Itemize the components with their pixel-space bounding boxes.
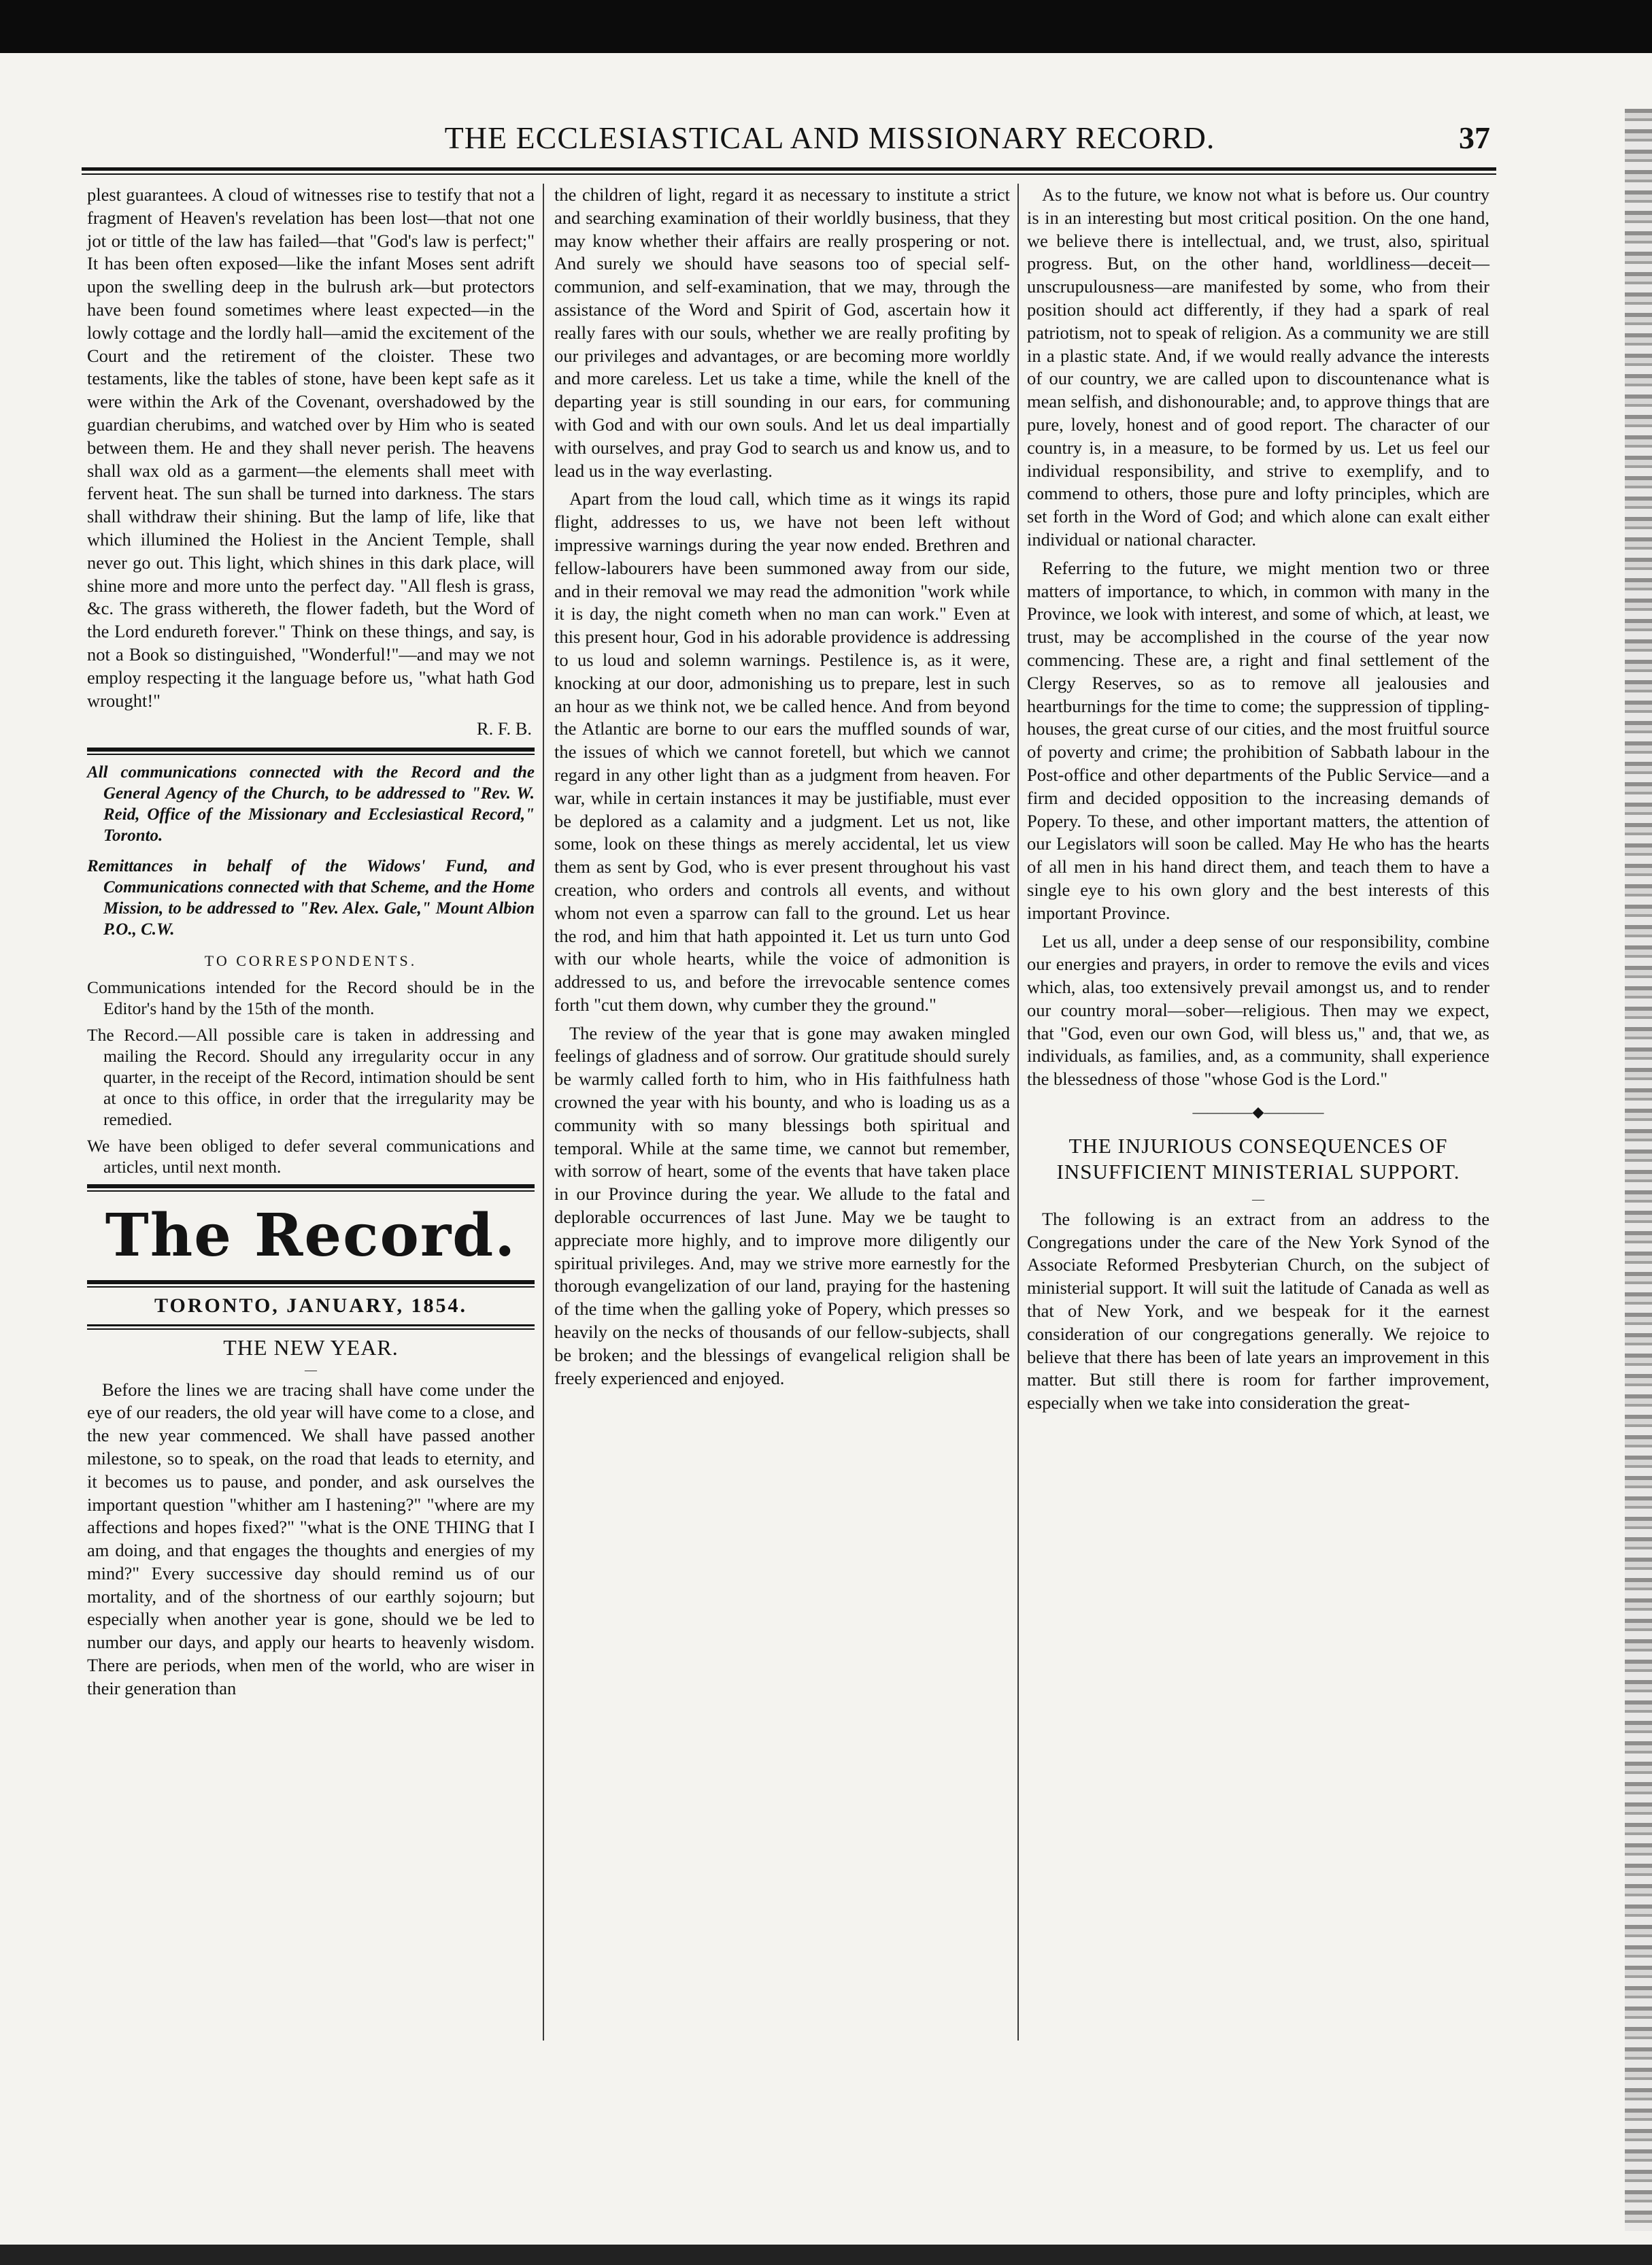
article-title: THE NEW YEAR. bbox=[223, 1335, 399, 1360]
article-title: THE INJURIOUS CONSEQUENCES OF INSUFFICIENT MINISTERIAL SUPPORT. bbox=[1056, 1133, 1460, 1184]
body-paragraph: The review of the year that is gone may awaken mingled feelings of gladness and of sorrow. Our gratitude should surely be warmly called forth to him, who in His faithfulness hath crowned the year with his bounty, and who is loading us as a community with so many blessings both spiritual and temporal. While at the same time, we cannot but remember, with sorrow of heart, some of the events that have taken place in our Province during the year. We allude to the fatal and deplorable occurrences of last June. May we be taught to appreciate more highly, and to improve more diligently our spiritual privileges. And, may we strive more earnestly for the thorough evangelization of our land, praying for the hastening of the time when the galling yoke of Popery, which presses so heavily on the necks of thousands of our fellow-subjects, shall be broken; and the blessings of evangelical religion shall be freely experienced and enjoyed. bbox=[554, 1022, 1010, 1388]
dateline-rule bbox=[87, 1324, 535, 1330]
header-rule bbox=[82, 167, 1496, 175]
notice-communications: All communications connected with the Record and the General Agency of the Church, to be addressed to "Rev. W. Reid, Office of the Missionary and Ecclesiastical Record," Toronto. bbox=[87, 763, 535, 845]
masthead-rule-bottom bbox=[87, 1280, 535, 1288]
body-paragraph: The following is an extract from an address to the Congregations under the care of the New York Synod of the Associate Reformed Presbyterian Church, on the subject of ministerial support. It will suit the latitude of Canada as well as that of New York, and we bespeak for it the earnest consideration of our congregations generally. We rejoice to believe that there has been of late years an improvement in this matter. But still there is room for farther improvement, especially when we take into consideration the great- bbox=[1027, 1208, 1489, 1413]
dateline: TORONTO, JANUARY, 1854. bbox=[154, 1294, 467, 1317]
correspondents-note: The Record.—All possible care is taken in addressing and mailing the Record. Should any irregularity occur in any quarter, in the receipt of the Record, intimation should be sent at once to this office, in order that the irregularity may be remedied. bbox=[87, 1024, 535, 1129]
correspondents-note: We have been obliged to defer several communications and articles, until next month. bbox=[87, 1135, 535, 1177]
running-title: THE ECCLESIASTICAL AND MISSIONARY RECORD. bbox=[444, 120, 1215, 155]
body-paragraph: As to the future, we know not what is before us. Our country is in an interesting but most critical position. On the one hand, we believe there is intellectual, and, we trust, also, spiritual progress. But, on the other hand, worldliness—deceit—unscrupulousness—are manifested by some, who from their position should act differently, if they had a spark of real patriotism, not to speak of religion. As a community we are still in a plastic state. And, if we would really advance the interests of our country, we are called upon to discountenance what is mean selfish, and dishonourable; and, to approve things that are pure, lovely, honest and of good report. The character of our country is, in a measure, to be formed by us. Let us feel our individual responsibility, and strive to exemplify, and to commend to others, those pure and lofty principles, which are set forth in the Word of God; and which alone can exalt either individual or national character. bbox=[1027, 184, 1489, 550]
column-3 bbox=[1027, 184, 1489, 1420]
scan-bottom-border bbox=[0, 2245, 1652, 2265]
column-1 bbox=[87, 184, 535, 1706]
signature: R. F. B. bbox=[476, 718, 532, 739]
scan-right-edge bbox=[1625, 109, 1652, 2231]
title-dash: — bbox=[1252, 1192, 1264, 1206]
correspondents-heading: TO CORRESPONDENTS. bbox=[204, 952, 418, 970]
masthead: The Record. bbox=[105, 1201, 517, 1270]
column-divider-2 bbox=[1017, 184, 1019, 2041]
body-paragraph: Referring to the future, we might mention two or three matters of importance, to which, in common with many in the Province, we look with interest, and some of which, at least, we trust, may be accomplished in the course of the year now commencing. These are, a right and final settlement of the Clergy Reserves, so as to remove all jealousies and heartburnings for the time to come; the suppression of tippling-houses, the great curse of our cities, and the most fruitful source of poverty and crime; the prohibition of Sabbath labour in the Post-office and other departments of the Public Service—and a firm and decided opposition to the increasing demands of Popery. To these, and other important matters, the attention of our Legislators will soon be called. May He who has the hearts of all men in his hand direct them, and teach them to have a single eye to his own glory and the best interests of this important Province. bbox=[1027, 557, 1489, 923]
column-divider-1 bbox=[543, 184, 544, 2041]
masthead-rule-top bbox=[87, 1184, 535, 1192]
ornament-divider: ————◆———— bbox=[1192, 1103, 1324, 1121]
notice-remittances: Remittances in behalf of the Widows' Fund, and Communications connected with that Scheme, and the Home Mission, to be addressed to "Rev. Alex. Gale," Mount Albion P.O., C.W. bbox=[87, 857, 535, 939]
body-paragraph: Let us all, under a deep sense of our responsibility, combine our energies and prayers, in order to remove the evils and vices which, alas, too extensively prevail amongst us, and to render our country moral—sober—religious. Then may we expect, that "God, even our own God, will bless us," and, that we, as individuals, as families, and, as a community, shall experience the blessedness of those "whose God is the Lord." bbox=[1027, 930, 1489, 1090]
column-2 bbox=[554, 184, 1010, 1395]
page-number: 37 bbox=[1459, 120, 1490, 155]
body-paragraph: Before the lines we are tracing shall have come under the eye of our readers, the old year will have come to a close, and the new year commenced. We shall have passed another milestone, so to speak, on the road that leads to eternity, and it becomes us to pause, and ponder, and ask ourselves the important question "whither am I hastening?" "where are my affections and hopes fixed?" "what is the ONE THING that I am doing, and that engages the thoughts and energies of my mind?" Every successive day should remind us of our mortality, and of the shortness of our earthly sojourn; but especially when another year is gone, should we be led to number our days, and apply our hearts to heavenly wisdom. There are periods, when men of the world, who are wiser in their generation than bbox=[87, 1379, 535, 1698]
body-paragraph: the children of light, regard it as necessary to institute a strict and searching examination of their worldly business, that they may know whether their affairs are really prospering or not. And surely we should have seasons too of special self-communion, and self-examination, that we may, through the assistance of the Word and Spirit of God, ascertain how it really fares with our souls, whether we are really profiting by our privileges and advantages, or are becoming more worldly and more careless. Let us take a time, while the knell of the departing year is still sounding in our ears, for communing with God and with our own souls. And let us deal impartially with ourselves, and pray God to search us and know us, and to lead us in the way everlasting. bbox=[554, 184, 1010, 481]
title-dash: — bbox=[305, 1362, 317, 1377]
correspondents-note: Communications intended for the Record should be in the Editor's hand by the 15th of the month. bbox=[87, 977, 535, 1018]
body-paragraph: Apart from the loud call, which time as it wings its rapid flight, addresses to us, we have not been left without impressive warnings during the year now ended. Brethren and fellow-labourers have been summoned away from our side, and in their removal we may read the admonition "work while it is day, the night cometh when no man can work." Even at this present hour, God in his adorable providence is addressing to us loud and solemn warnings. Pestilence is, as it were, knocking at our door, admonishing us to prepare, lest in such an hour as we think not, we be called hence. And from beyond the Atlantic are borne to our ears the muffled sounds of war, the issues of which we cannot foretell, but which we cannot regard in any other light than as a judgment from heaven. For war, while in certain instances it may be justifiable, must ever be deplored as a calamity and a judgment. Let us not, like some, look on these things as merely accidental, let us view them as sent by God, who is ever present throughout his vast creation, who orders and controls all events, and without whom not even a sparrow can fall to the ground. Let us hear the rod, and him that hath appointed it. Let us turn unto God with our whole hearts, while the voice of admonition is addressed to us, and before the irrevocable sentence comes forth "cut them down, why cumber they the ground." bbox=[554, 488, 1010, 1015]
scan-top-border bbox=[0, 0, 1652, 53]
section-rule bbox=[87, 748, 535, 755]
body-paragraph: plest guarantees. A cloud of witnesses rise to testify that not a fragment of Heaven's revelation has been lost—that not one jot or tittle of the law has failed—that "God's law is perfect;" It has been often exposed—like the infant Moses sent adrift upon the swelling deep in the bulrush ark—but protectors have been found sometimes where least expected—in the lowly cottage and the lordly hall—amid the excitement of the Court and the retirement of the cloister. These two testaments, like the tables of stone, have been kept safe as it were within the Ark of the Covenant, overshadowed by the guardian cherubims, and watched over by Him who is seated between them. He and they shall never perish. The heavens shall wax old as a garment—the elements shall meet with fervent heat. The sun shall be turned into darkness. The stars shall withdraw their shining. But the lamp of life, like that which illumined the Holiest in the Ancient Temple, shall never go out. This light, which shines in this dark place, will shine more and more unto the perfect day. "All flesh is grass, &c. The grass withereth, the flower fadeth, but the Word of the Lord endureth forever." Think on these things, and say, is not a Book so distinguished, "Wonderful!"—and may we not employ respecting it the language before us, "what hath God wrought!" bbox=[87, 184, 535, 711]
